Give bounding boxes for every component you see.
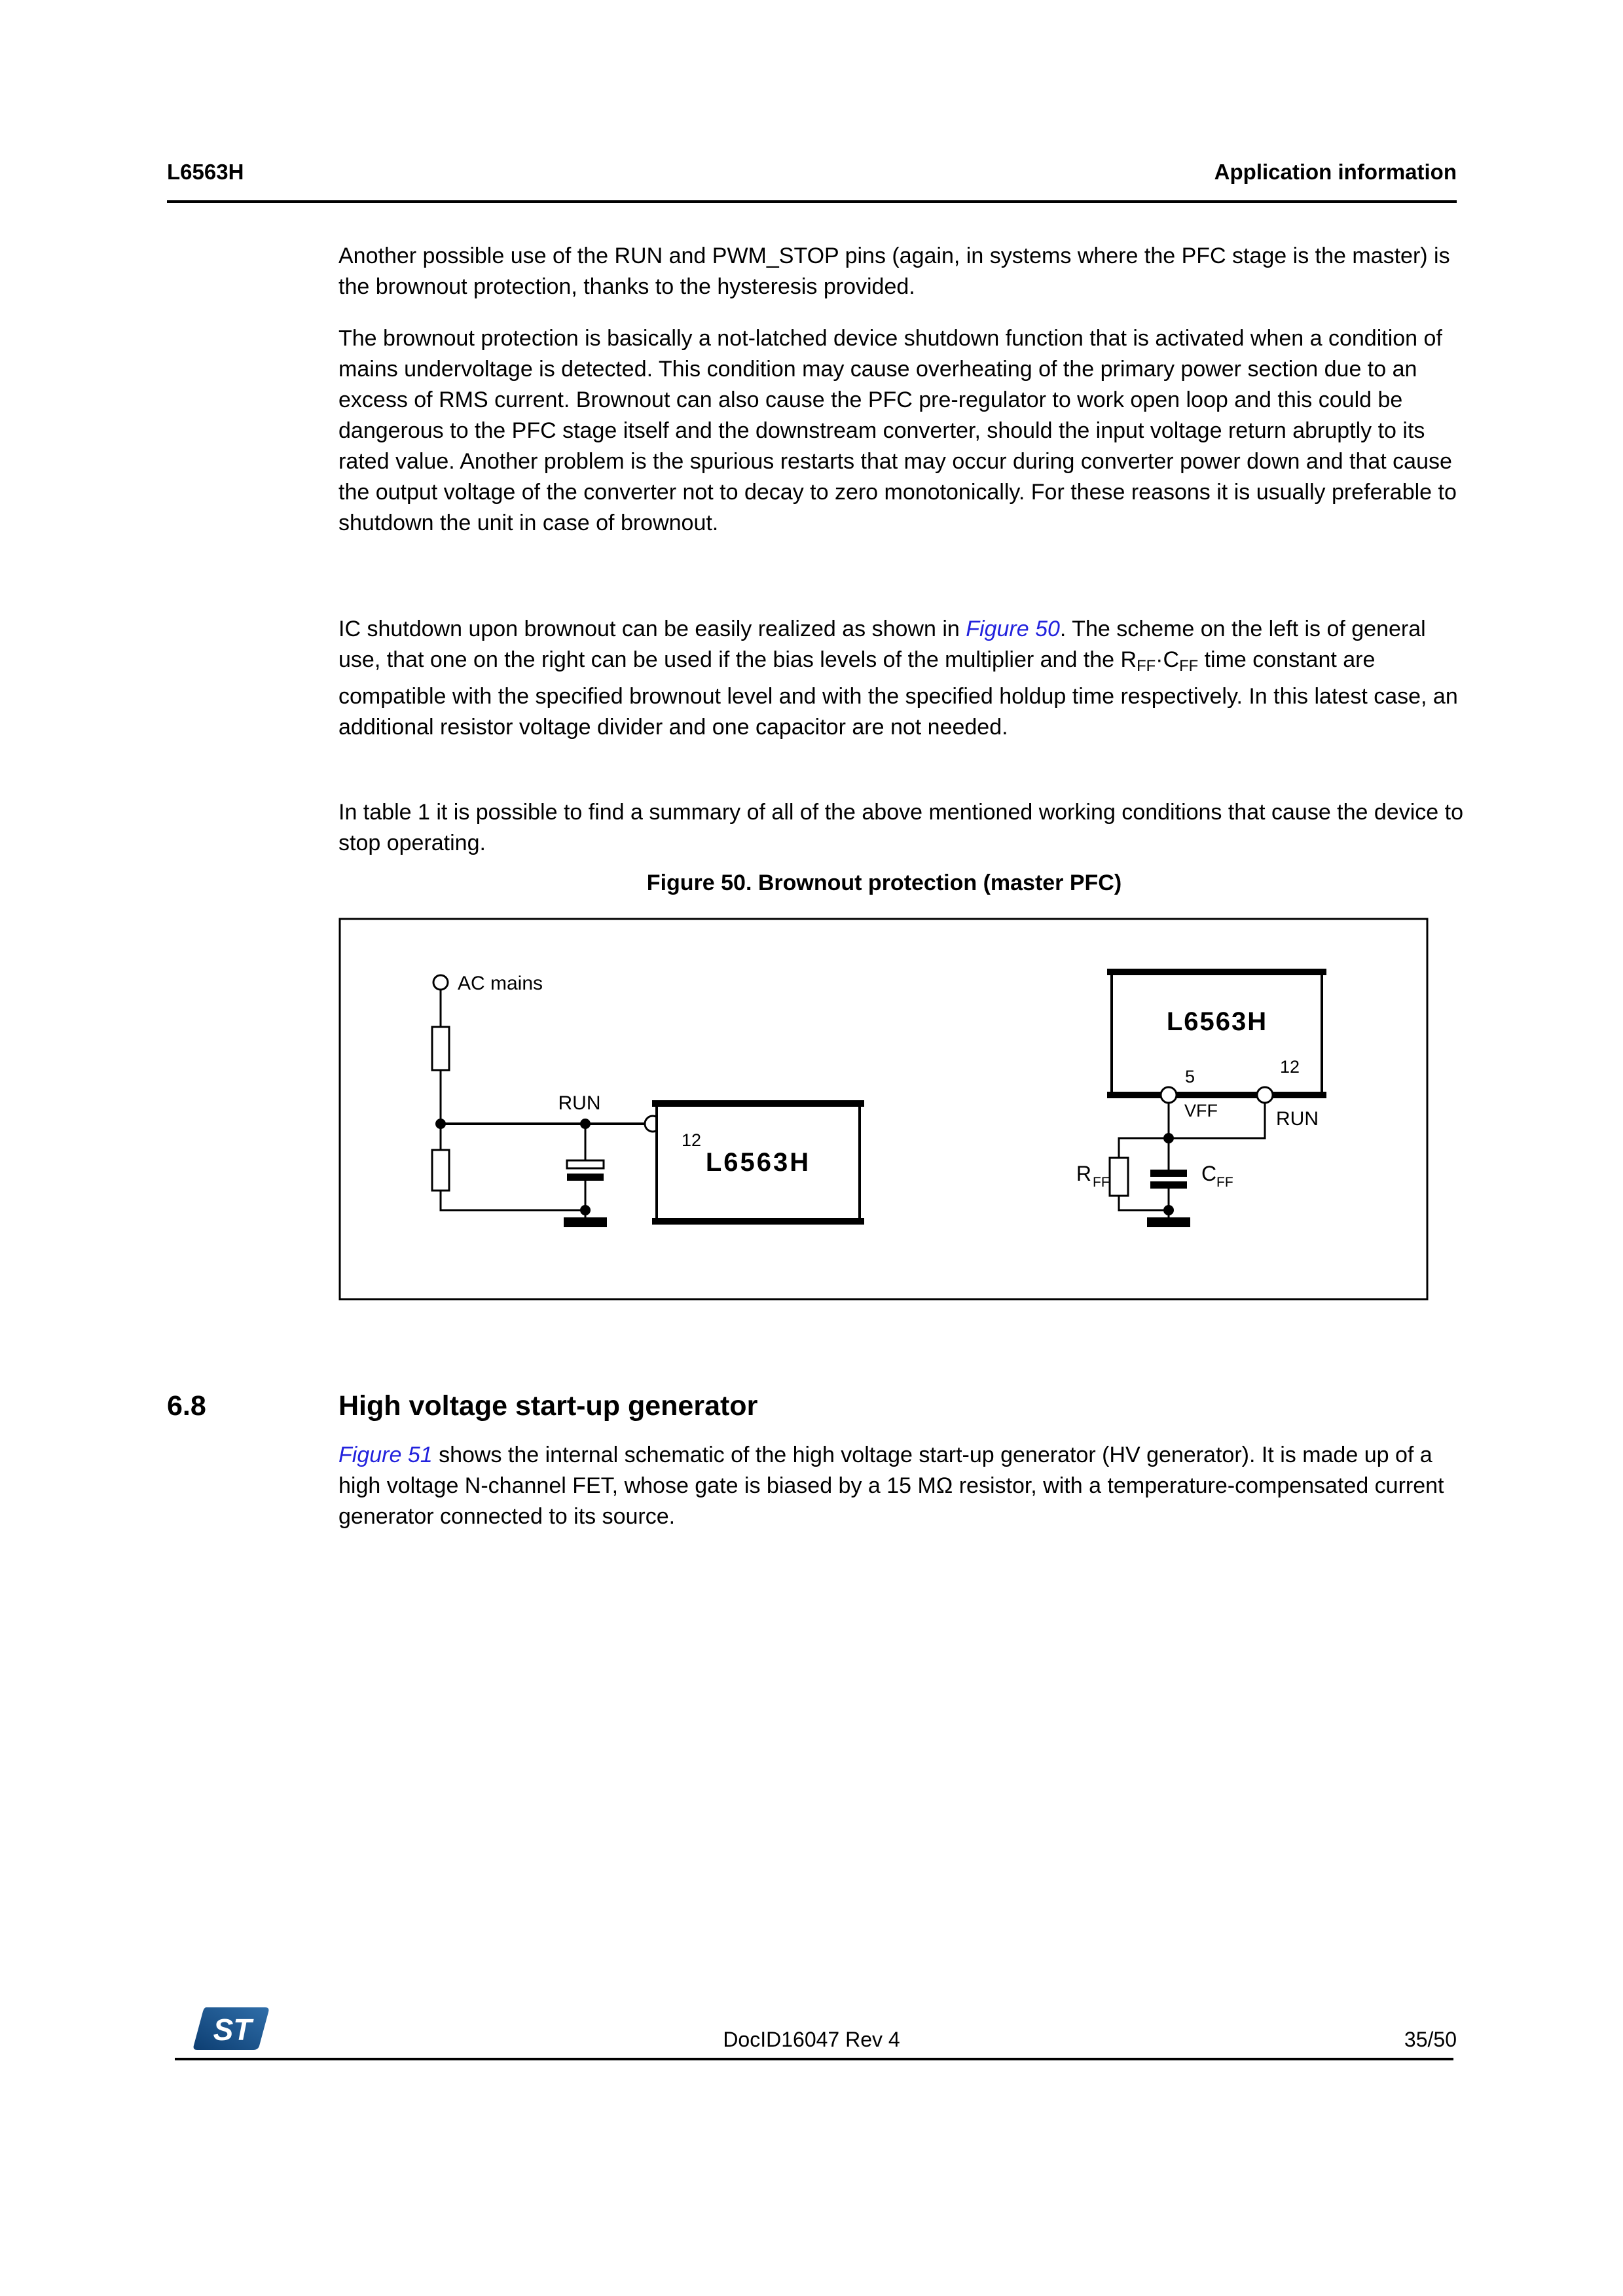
- capacitor-cff-plate-bottom: [1150, 1181, 1187, 1189]
- header-section-title: Application information: [1214, 160, 1457, 184]
- resistor-lower: [432, 1150, 449, 1191]
- chip-name-label: L6563H: [1166, 1007, 1268, 1036]
- text-run: shows the internal schematic of the high voltage start-up generator (HV generator). It is made up of a high voltage N-channel FET, whose gate is biased by a 15 MΩ resistor, with a temperature-compensated current generator connected to its source.: [338, 1443, 1444, 1529]
- figure-50-title: Figure 50. Brownout protection (master PFC): [646, 870, 1122, 895]
- pin-12-label: 12: [1280, 1057, 1300, 1077]
- text-run: FF: [1137, 656, 1156, 675]
- header-rule: [167, 200, 1457, 203]
- footer-page-number: 35/50: [1404, 2028, 1457, 2051]
- run-label: RUN: [558, 1092, 601, 1114]
- text-run: time constant are compatible with the specified brownout level and with the specified holdup time respectively. In this latest case, an additional resistor voltage divider and one capacitor are not needed.: [338, 647, 1458, 740]
- ac-mains-terminal-icon: [433, 975, 448, 990]
- st-logo-text: ST: [213, 2013, 252, 2047]
- footer-doc-id: DocID16047 Rev 4: [723, 2028, 900, 2051]
- pin-12-terminal-icon: [1257, 1087, 1273, 1103]
- paragraph-table1-summary: [338, 797, 1465, 859]
- text-run: FF: [1179, 656, 1199, 675]
- text-run: The brownout protection is basically a not-latched device shutdown function that is activated when a condition of mains undervoltage is detected. This condition may cause overheating of the primary power section due to an excess of RMS current. Brownout can also cause the PFC pre-regulator to work open loop and this could be dangerous to the PFC stage itself and the downstream converter, should the input voltage return abruptly to its rated value. Another problem is the spurious restarts that may occur during converter power down and that cause the output voltage of the converter not to decay to zero monotonically. For these reasons it is usually preferable to shutdown the unit in case of brownout.: [338, 326, 1457, 535]
- run-label: RUN: [1276, 1108, 1319, 1130]
- figure-ref-link[interactable]: Figure 51: [338, 1443, 433, 1467]
- capacitor-plate-top: [567, 1160, 604, 1168]
- pin-12-label: 12: [682, 1130, 702, 1150]
- paragraph-run-pwmstop: [338, 241, 1465, 302]
- resistor-rff: [1110, 1158, 1128, 1196]
- text-run: . The scheme on the left is of general use, that one on the right can be used if the bias levels of the multiplier and the R: [338, 617, 1426, 672]
- resistor-upper: [432, 1027, 449, 1070]
- header-part-number: L6563H: [167, 160, 244, 184]
- cff-label: C: [1201, 1162, 1217, 1185]
- text-run: IC shutdown upon brownout can be easily realized as shown in: [338, 617, 966, 641]
- capacitor-plate-bottom: [567, 1174, 604, 1181]
- paragraph-brownout-protection: [338, 323, 1465, 539]
- pin-5-label: 5: [1185, 1067, 1195, 1086]
- paragraph-hv-startup: [338, 1440, 1465, 1532]
- text-run: Another possible use of the RUN and PWM_STOP pins (again, in systems where the PFC stage is the master) is the brownout protection, thanks to the hysteresis provided.: [338, 243, 1450, 299]
- ground-symbol-icon: [1147, 1217, 1190, 1227]
- chip-name-label: L6563H: [705, 1148, 811, 1177]
- section-title: High voltage start-up generator: [338, 1390, 758, 1422]
- rff-label: R: [1076, 1162, 1091, 1185]
- vff-label: VFF: [1184, 1101, 1218, 1121]
- figure-ref-link[interactable]: Figure 50: [966, 617, 1060, 641]
- section-number: 6.8: [167, 1390, 206, 1422]
- text-run: ·C: [1156, 647, 1180, 672]
- ground-symbol-icon: [564, 1217, 607, 1227]
- text-run: In table 1 it is possible to find a summary of all of the above mentioned working conditions that cause the device to stop operating.: [338, 800, 1463, 855]
- pin-5-terminal-icon: [1161, 1087, 1176, 1103]
- capacitor-cff-plate-top: [1150, 1170, 1187, 1177]
- cff-label-sub: FF: [1216, 1175, 1233, 1190]
- footer-rule: [175, 2058, 1453, 2060]
- rff-label-sub: FF: [1093, 1175, 1110, 1190]
- paragraph-ic-shutdown: [338, 614, 1465, 743]
- ac-mains-label: AC mains: [458, 973, 543, 994]
- figure-50-schematic: [338, 918, 1429, 1300]
